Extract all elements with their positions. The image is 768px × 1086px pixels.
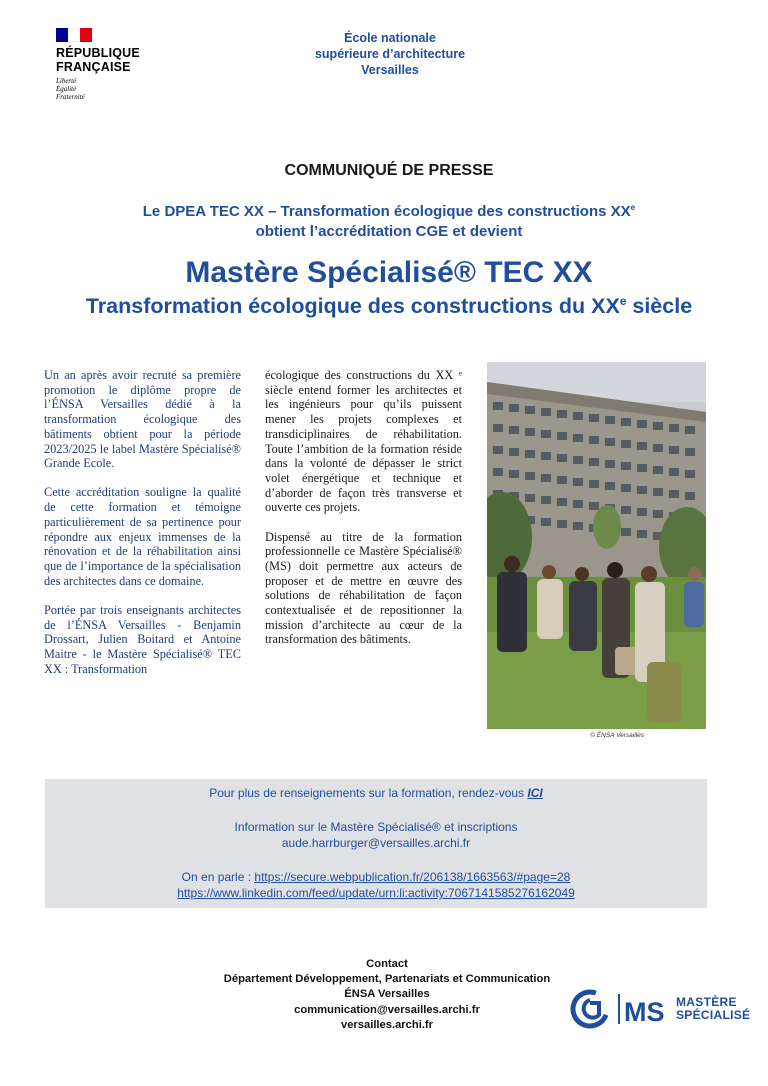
school-name-line1: École nationale <box>344 31 436 45</box>
info-line-press: On en parle : https://secure.webpublication.fr/206138/1663563/#page=28 <box>181 870 571 884</box>
press-release-heading: COMMUNIQUÉ DE PRESSE <box>284 162 494 179</box>
motto-egalite: Égalité <box>56 85 77 93</box>
main-title: Mastère Spécialisé® TEC XX <box>185 256 593 289</box>
french-flag-icon <box>56 28 92 42</box>
logo-divider <box>618 994 620 1024</box>
info-line-more: Pour plus de renseignements sur la formation, rendez-vous ICI <box>209 786 543 800</box>
school-name <box>290 30 490 78</box>
motto-fraternite: Fraternité <box>56 93 85 101</box>
photo-credit: © ÉNSA Versailles <box>590 732 644 739</box>
body-paragraph: Un an après avoir recruté sa première promotion le diplôme propre de l’ÉNSA Versailles dédié à la transformation écologique des bâtiments obtient pour la période 2023/2025 le label Mastère Spécialisé® Grande Ecole. <box>44 368 241 471</box>
motto <box>56 77 166 101</box>
contact-email[interactable]: communication@versailles.archi.fr <box>294 1003 480 1016</box>
info-line-registration: Information sur le Mastère Spécialisé® et inscriptions <box>234 820 518 834</box>
body-paragraph: Dispensé au titre de la formation professionnelle ce Mastère Spécialisé® (MS) doit permettre aux acteurs de proposer et de mettre en œuvre des solutions de réhabilitation de façon contextualisée et de repositionner la mission d’architecte au cœur de la transformation des bâtiments. <box>265 529 462 647</box>
school-name-line2: supérieure d’architecture <box>314 47 466 61</box>
body-paragraph: écologique des constructions du XX ᵉ siècle entend former les architectes et les ingénieurs pour qu’ils puissent mener les projets complexes et transdiciplinaires de réhabilitation. Toute l’ambition de la formation réside dans la volonté de dépasser le strict volet énergétique et technique et d’aborder de façon très transverse et ouverte ces projets. <box>265 368 462 515</box>
group-photo <box>487 362 706 729</box>
linkedin-post-link[interactable]: https://www.linkedin.com/feed/update/urn:li:activity:7067141585276162049 <box>177 886 575 900</box>
ms-logo-line1: MASTÈRE <box>676 995 737 1009</box>
contact-title: Contact <box>366 958 408 970</box>
school-name-line3: Versailles <box>361 63 419 77</box>
main-subtitle: Transformation écologique des constructions du XXe siècle <box>85 293 693 318</box>
body-paragraph: Cette accréditation souligne la qualité de cette formation et témoigne particulièrement de sa pertinence pour répondre aux enjeux immenses de la rénovation et de la réhabilitation ainsi que de l’importance de la spécialisation des architectes dans ce domaine. <box>44 485 241 588</box>
registration-email[interactable]: aude.harrburger@versailles.archi.fr <box>281 836 471 850</box>
announcement-subtitle <box>0 202 768 242</box>
republique-francaise-logo <box>56 28 166 101</box>
republic-name-line2: FRANÇAISE <box>56 60 131 74</box>
subtitle-line1: Le DPEA TEC XX – Transformation écologique des constructions XXe <box>142 203 636 220</box>
ms-logo-line2: SPÉCIALISÉ <box>676 1008 751 1022</box>
contact-department: Département Développement, Partenariats et Communication <box>223 973 551 986</box>
ms-letters: MS <box>624 997 665 1027</box>
contact-block <box>200 957 574 1033</box>
ici-link[interactable]: ICI <box>527 786 543 800</box>
contact-school: ÉNSA Versailles <box>344 988 430 1001</box>
motto-liberte: Liberté <box>56 77 77 85</box>
republic-name-line1: RÉPUBLIQUE <box>56 46 140 60</box>
body-paragraph: Portée par trois enseignants architectes de l’ÉNSA Versailles - Benjamin Drossart, Julien Boitard et Antoine Maitre - le Mastère Spécialisé® TEC XX : Transformation <box>44 602 241 676</box>
info-box <box>45 779 707 908</box>
cge-circle-icon <box>569 988 612 1030</box>
ms-logo-text <box>676 996 750 1022</box>
subtitle-line2: obtient l’accréditation CGE et devient <box>255 223 523 240</box>
building-and-group-illustration <box>487 362 706 729</box>
body-column-1 <box>44 368 241 691</box>
info-line-linkedin <box>45 885 707 901</box>
body-column-2 <box>265 368 462 662</box>
press-article-link[interactable]: https://secure.webpublication.fr/206138/1663563/#page=28 <box>254 870 571 884</box>
contact-website[interactable]: versailles.archi.fr <box>340 1018 434 1031</box>
